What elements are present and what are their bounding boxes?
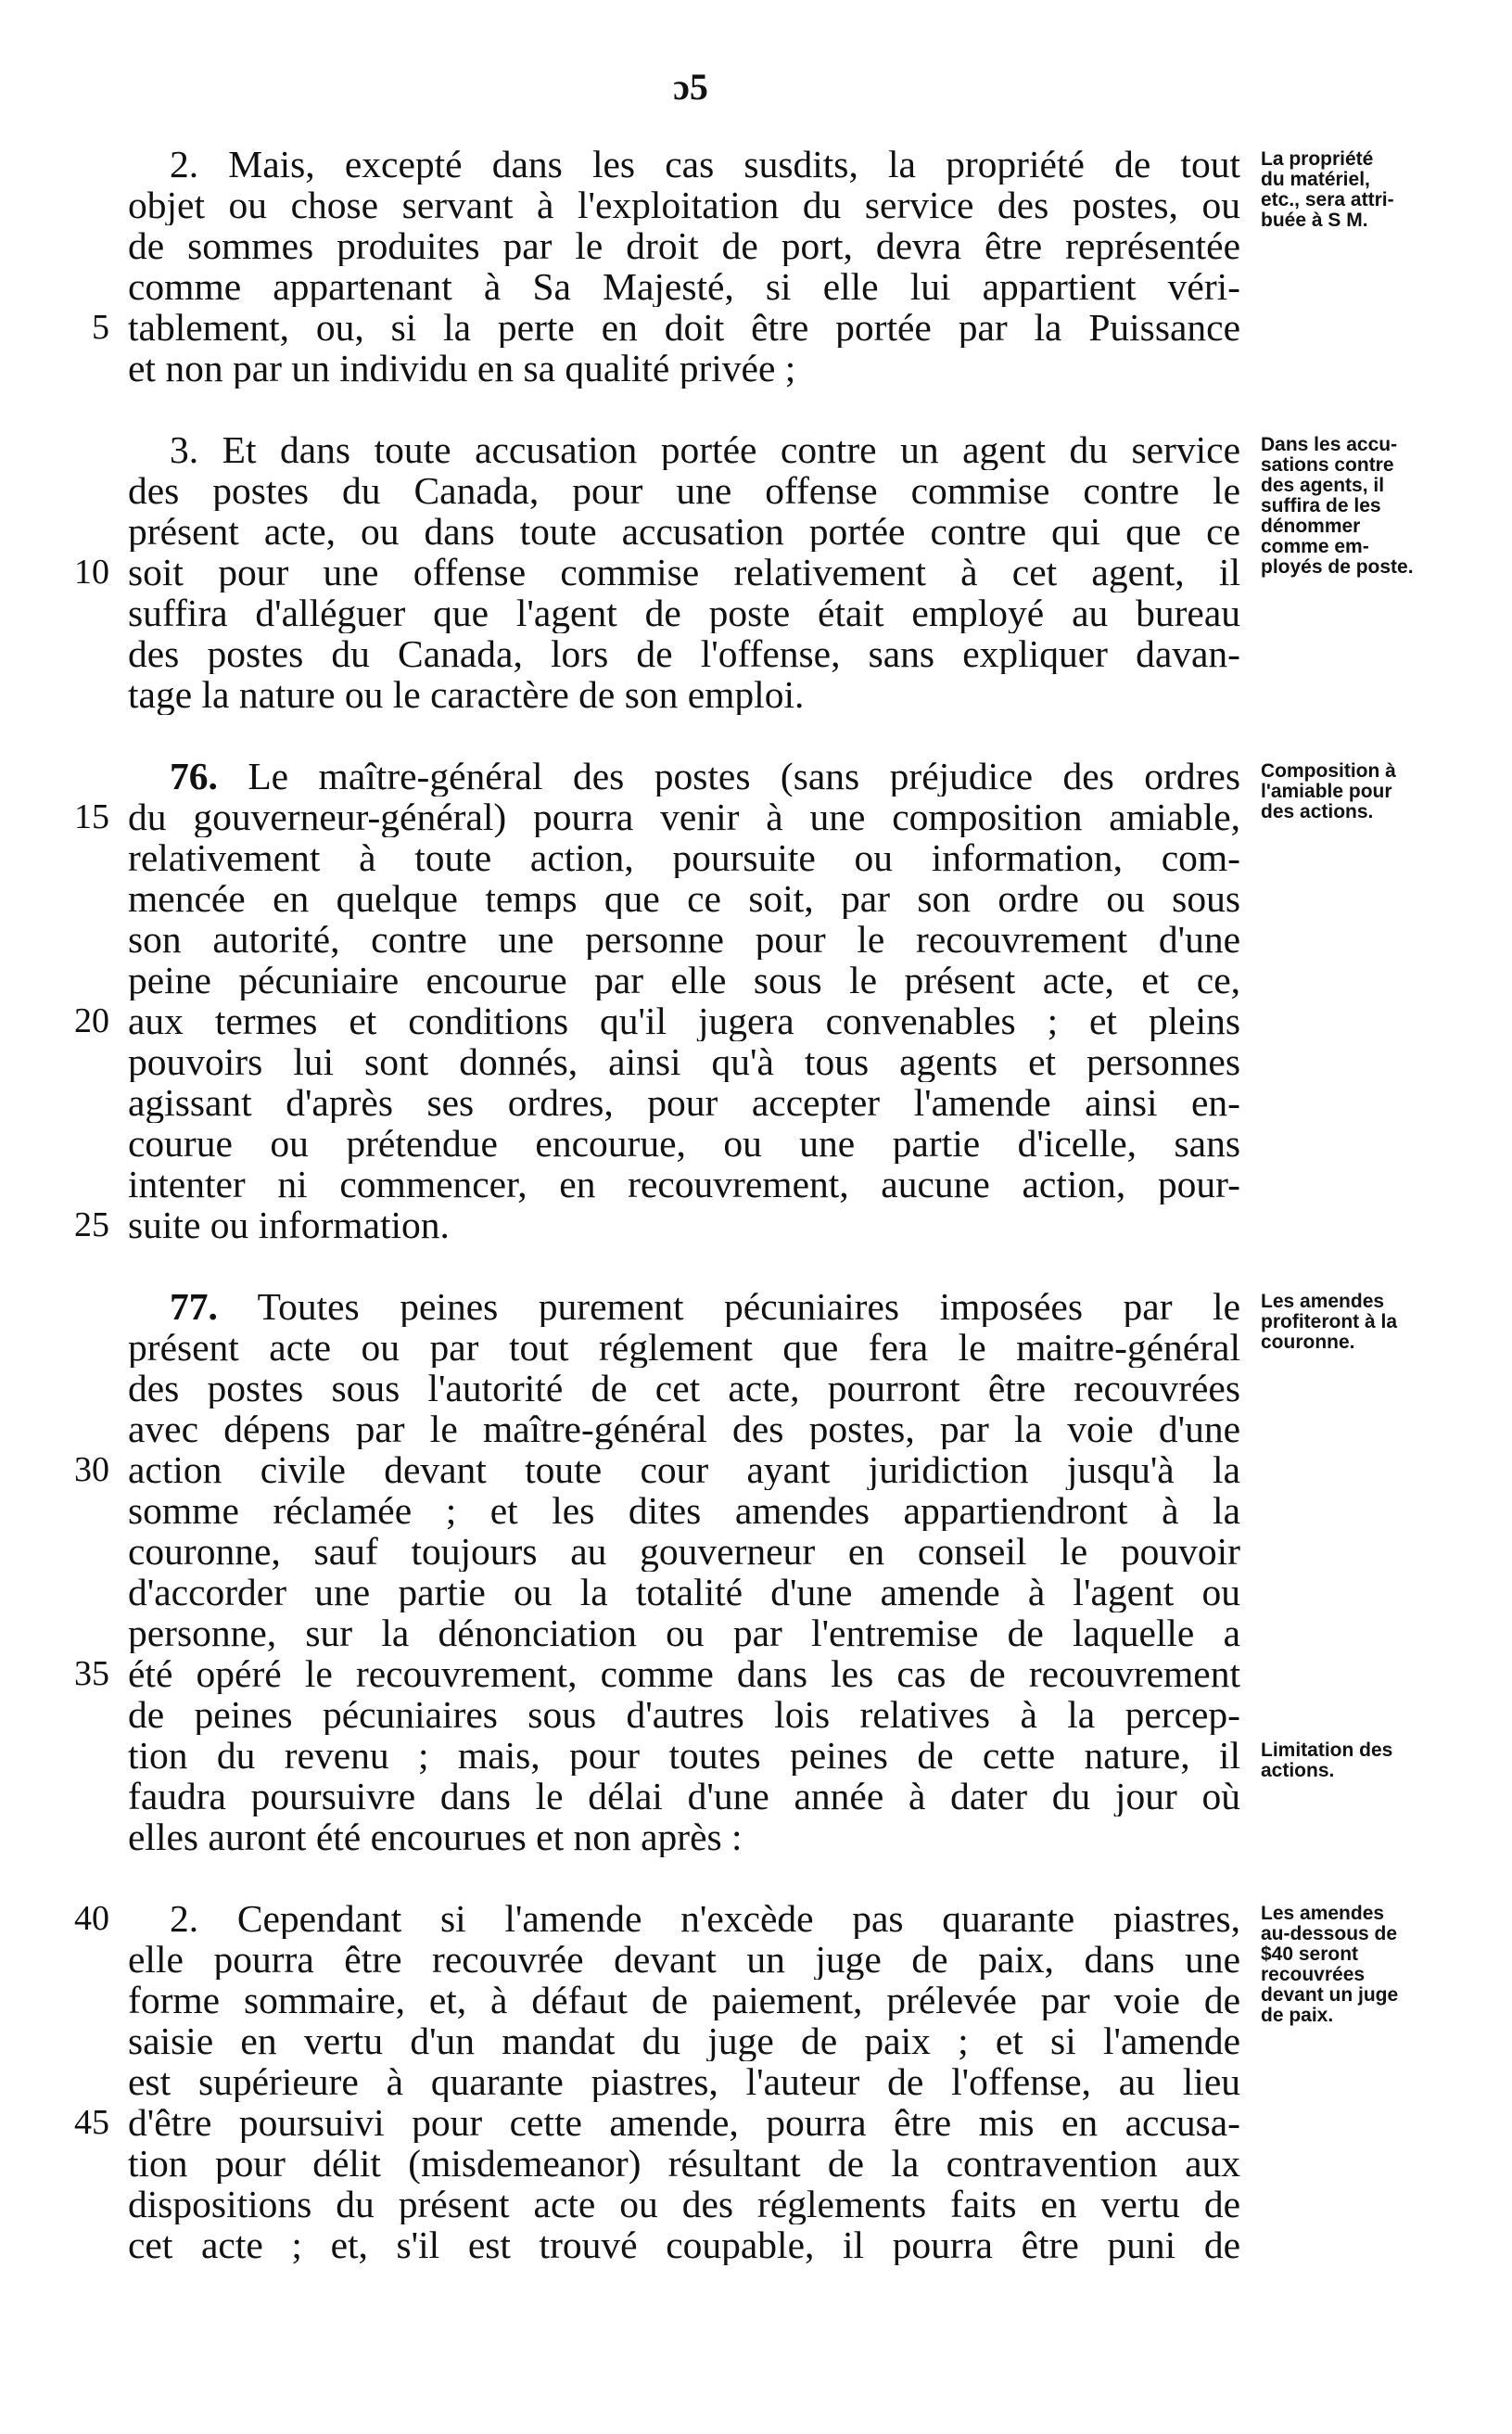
- line-text: [128, 1735, 1240, 1776]
- line-content: son autorité, contre une personne pour le recouvrement d'une: [128, 919, 1240, 960]
- line-content: présent acte, ou dans toute accusation portée contre qui que ce: [128, 511, 1240, 552]
- line-number: 10: [74, 553, 109, 592]
- margin-note-line: suffira de les: [1261, 495, 1381, 516]
- text-line: [0, 878, 1512, 919]
- text-line: [0, 1612, 1512, 1653]
- line-content: intenter ni commencer, en recouvrement, aucune action, pour-: [128, 1164, 1240, 1204]
- margin-note-line: recouvrées: [1261, 1964, 1366, 1985]
- line-content: et non par un individu en sa qualité privée ;: [128, 348, 796, 389]
- line-text: [128, 2184, 1240, 2224]
- line-content: peine pécuniaire encourue par elle sous le présent acte, et ce,: [128, 960, 1240, 1000]
- margin-note-line: des agents, il: [1261, 475, 1385, 496]
- margin-note: [1261, 435, 1493, 578]
- margin-note-line: comme em-: [1261, 536, 1369, 557]
- line-text: [128, 1980, 1240, 2020]
- margin-note-line: buée à S M.: [1261, 210, 1368, 231]
- page-number: ɔ5: [673, 66, 708, 108]
- text-line: [0, 837, 1512, 878]
- line-text: [128, 633, 1240, 674]
- line-text: [128, 307, 1240, 348]
- line-text: [128, 1816, 1240, 1857]
- line-number: 20: [74, 1001, 109, 1040]
- line-number: 25: [74, 1205, 109, 1244]
- margin-note-line: des actions.: [1261, 801, 1374, 822]
- line-content: forme sommaire, et, à défaut de paiement, prélevée par voie de: [128, 1980, 1240, 2020]
- line-content: 2. Mais, excepté dans les cas susdits, la propriété de tout: [170, 144, 1240, 185]
- body-text: [0, 144, 1512, 2265]
- line-content: relativement à toute action, poursuite ou information, com-: [128, 837, 1240, 878]
- line-text: [128, 1572, 1240, 1612]
- text-line: [0, 1572, 1512, 1612]
- margin-note-line: profiteront à la: [1261, 1311, 1398, 1332]
- text-line: [0, 225, 1512, 266]
- text-line: [0, 1082, 1512, 1123]
- line-number: 45: [74, 2103, 109, 2142]
- text-line: [0, 1408, 1512, 1449]
- margin-note-line: actions.: [1261, 1760, 1335, 1781]
- text-line: [0, 2020, 1512, 2061]
- line-content: 2. Cependant si l'amende n'excède pas quarante piastres,: [170, 1898, 1240, 1939]
- line-content: aux termes et conditions qu'il jugera convenables ; et pleins: [128, 1000, 1240, 1041]
- text-line: [0, 1368, 1512, 1408]
- line-content: somme réclamée ; et les dites amendes appartiendront à la: [128, 1490, 1240, 1531]
- line-content: de sommes produites par le droit de port, devra être représentée: [128, 225, 1240, 266]
- line-text: [170, 756, 1240, 796]
- margin-note-line: de paix.: [1261, 2005, 1334, 2026]
- line-text: [170, 1898, 1240, 1939]
- margin-note-line: devant un juge: [1261, 1984, 1399, 2006]
- line-text: [128, 266, 1240, 307]
- line-text: [128, 1368, 1240, 1408]
- margin-note-line: Les amendes: [1261, 1291, 1385, 1312]
- text-line: [0, 2184, 1512, 2224]
- line-text: [128, 470, 1240, 511]
- line-text: [128, 511, 1240, 552]
- line-text: [128, 1939, 1240, 1980]
- line-content: pouvoirs lui sont donnés, ainsi qu'à tous agents et personnes: [128, 1041, 1240, 1082]
- margin-note-line: Dans les accu-: [1261, 434, 1398, 455]
- text-line: [0, 2102, 1512, 2143]
- line-text: [128, 674, 1240, 715]
- margin-note-line: Limitation des: [1261, 1739, 1393, 1761]
- line-content: agissant d'après ses ordres, pour accepter l'amende ainsi en-: [128, 1082, 1240, 1123]
- margin-note-line: Composition à: [1261, 760, 1396, 782]
- line-text: [128, 1776, 1240, 1816]
- line-content: objet ou chose servant à l'exploitation du service des postes, ou: [128, 185, 1240, 225]
- text-line: [0, 633, 1512, 674]
- margin-note-line: du matériel,: [1261, 169, 1370, 190]
- text-line: [0, 1694, 1512, 1735]
- line-text: [128, 1000, 1240, 1041]
- line-text: [128, 919, 1240, 960]
- line-content: est supérieure à quarante piastres, l'auteur de l'offense, au lieu: [128, 2061, 1240, 2102]
- margin-note-line: dénommer: [1261, 516, 1361, 537]
- text-line: [0, 1490, 1512, 1531]
- line-text: [128, 225, 1240, 266]
- text-line: [0, 2224, 1512, 2265]
- margin-note: [1261, 149, 1493, 231]
- text-line: [0, 1164, 1512, 1204]
- line-number: 40: [74, 1899, 109, 1938]
- margin-note-line: ployés de poste.: [1261, 556, 1414, 578]
- line-content: des postes du Canada, pour une offense commise contre le: [128, 470, 1240, 511]
- text-line: [0, 1449, 1512, 1490]
- line-content: d'être poursuivi pour cette amende, pourra être mis en accusa-: [128, 2102, 1240, 2143]
- line-text: [128, 796, 1240, 837]
- line-content: mencée en quelque temps que ce soit, par son ordre ou sous: [128, 878, 1240, 919]
- text-line: [0, 2143, 1512, 2184]
- margin-note: [1261, 1740, 1493, 1781]
- section-number: 76.: [170, 756, 218, 796]
- line-text: [128, 1408, 1240, 1449]
- line-text: [128, 1694, 1240, 1735]
- line-content: de peines pécuniaires sous d'autres lois relatives à la percep-: [128, 1694, 1240, 1735]
- line-content: personne, sur la dénonciation ou par l'entremise de laquelle a: [128, 1612, 1240, 1653]
- line-content: comme appartenant à Sa Majesté, si elle lui appartient véri-: [128, 266, 1240, 307]
- line-content: couronne, sauf toujours au gouverneur en conseil le pouvoir: [128, 1531, 1240, 1572]
- line-content: d'accorder une partie ou la totalité d'une amende à l'agent ou: [128, 1572, 1240, 1612]
- text-line: [0, 1123, 1512, 1164]
- line-text: [128, 2143, 1240, 2184]
- line-content: courue ou prétendue encourue, ou une partie d'icelle, sans: [128, 1123, 1240, 1164]
- line-content: Toutes peines purement pécuniaires imposées par le: [217, 1286, 1240, 1327]
- line-number: 30: [74, 1450, 109, 1489]
- text-line: [0, 593, 1512, 633]
- line-text: [170, 429, 1240, 470]
- line-text: [128, 593, 1240, 633]
- text-line: [0, 1041, 1512, 1082]
- text-line: [0, 1204, 1512, 1245]
- line-text: [128, 1204, 1240, 1245]
- line-content: suite ou information.: [128, 1204, 450, 1245]
- margin-note: [1261, 761, 1493, 822]
- margin-note-line: Les amendes: [1261, 1903, 1385, 1924]
- margin-note-line: $40 seront: [1261, 1943, 1359, 1965]
- margin-note-line: couronne.: [1261, 1332, 1355, 1353]
- line-number: 35: [74, 1654, 109, 1693]
- line-content: avec dépens par le maître-général des postes, par la voie d'une: [128, 1408, 1240, 1449]
- line-content: du gouverneur-général) pourra venir à une composition amiable,: [128, 796, 1240, 837]
- line-text: [128, 1612, 1240, 1653]
- margin-note-line: au-dessous de: [1261, 1923, 1398, 1944]
- line-text: [128, 552, 1240, 593]
- line-content: tion pour délit (misdemeanor) résultant de la contravention aux: [128, 2143, 1240, 2184]
- line-text: [128, 348, 1240, 389]
- text-line: [0, 1000, 1512, 1041]
- margin-note: [1261, 1904, 1493, 2026]
- line-number: 5: [92, 308, 109, 347]
- line-content: dispositions du présent acte ou des réglements faits en vertu de: [128, 2184, 1240, 2224]
- margin-note-line: etc., sera attri-: [1261, 189, 1394, 210]
- text-line: [0, 266, 1512, 307]
- line-text: [128, 2224, 1240, 2265]
- line-text: [128, 1082, 1240, 1123]
- line-text: [128, 1449, 1240, 1490]
- text-line: [0, 1816, 1512, 1857]
- line-content: tablement, ou, si la perte en doit être portée par la Puissance: [128, 307, 1240, 348]
- text-line: [0, 348, 1512, 389]
- line-content: Le maître-général des postes (sans préjudice des ordres: [217, 756, 1240, 796]
- line-content: soit pour une offense commise relativement à cet agent, il: [128, 552, 1240, 593]
- line-content: cet acte ; et, s'il est trouvé coupable, il pourra être puni de: [128, 2224, 1240, 2265]
- line-content: saisie en vertu d'un mandat du juge de paix ; et si l'amende: [128, 2020, 1240, 2061]
- margin-note: [1261, 1292, 1493, 1353]
- line-content: des postes sous l'autorité de cet acte, pourront être recouvrées: [128, 1368, 1240, 1408]
- line-content: 3. Et dans toute accusation portée contre un agent du service: [170, 429, 1240, 470]
- line-content: action civile devant toute cour ayant juridiction jusqu'à la: [128, 1449, 1240, 1490]
- line-content: tion du revenu ; mais, pour toutes peines de cette nature, il: [128, 1735, 1240, 1776]
- margin-note-line: La propriété: [1261, 148, 1374, 170]
- line-text: [128, 1164, 1240, 1204]
- margin-note-line: sations contre: [1261, 454, 1394, 476]
- line-text: [128, 837, 1240, 878]
- line-text: [128, 1531, 1240, 1572]
- line-content: des postes du Canada, lors de l'offense, sans expliquer davan-: [128, 633, 1240, 674]
- line-text: [128, 1490, 1240, 1531]
- line-text: [128, 960, 1240, 1000]
- line-text: [128, 1123, 1240, 1164]
- line-content: elles auront été encourues et non après :: [128, 1816, 743, 1857]
- line-text: [128, 2020, 1240, 2061]
- text-line: [0, 674, 1512, 715]
- section-number: 77.: [170, 1286, 218, 1327]
- text-line: [0, 1653, 1512, 1694]
- line-text: [128, 2061, 1240, 2102]
- line-text: [170, 144, 1240, 185]
- line-text: [128, 185, 1240, 225]
- text-line: [0, 1531, 1512, 1572]
- margin-note-line: l'amiable pour: [1261, 781, 1392, 802]
- line-text: [128, 1327, 1240, 1368]
- text-line: [0, 1776, 1512, 1816]
- line-content: faudra poursuivre dans le délai d'une année à dater du jour où: [128, 1776, 1240, 1816]
- line-text: [128, 1041, 1240, 1082]
- line-text: [128, 1653, 1240, 1694]
- line-content: elle pourra être recouvrée devant un juge de paix, dans une: [128, 1939, 1240, 1980]
- line-text: [128, 2102, 1240, 2143]
- line-content: présent acte ou par tout réglement que fera le maitre-général: [128, 1327, 1240, 1368]
- text-line: [0, 2061, 1512, 2102]
- line-content: tage la nature ou le caractère de son emploi.: [128, 674, 805, 715]
- line-number: 15: [74, 797, 109, 836]
- line-text: [170, 1286, 1240, 1327]
- line-text: [128, 878, 1240, 919]
- line-content: été opéré le recouvrement, comme dans les cas de recouvrement: [128, 1653, 1240, 1694]
- text-line: [0, 919, 1512, 960]
- text-line: [0, 960, 1512, 1000]
- text-line: [0, 307, 1512, 348]
- line-content: suffira d'alléguer que l'agent de poste était employé au bureau: [128, 593, 1240, 633]
